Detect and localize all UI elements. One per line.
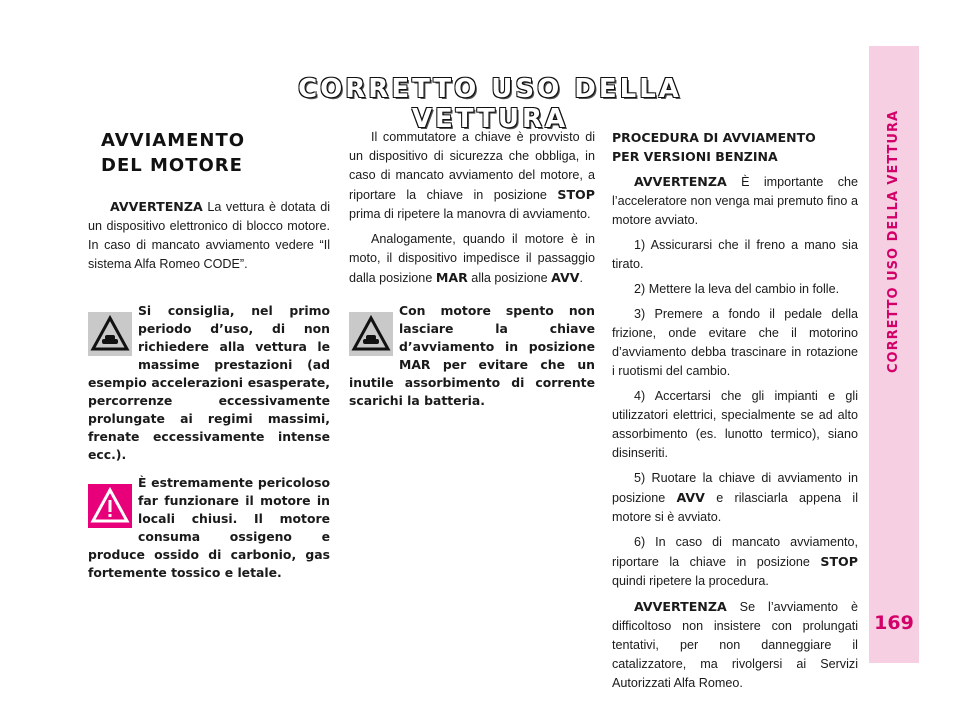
run-in-warning-text: Si consiglia, nel primo periodo d’uso, di non richiedere alla vettura le massime prestazioni (ad esempio accelerazioni esasperate, percorrenze eccessivamente prolungate ai regimi massimi, frenate eccessivamente intense ecc.). xyxy=(88,303,330,462)
note-text: La vettura è dotata di un dispositivo elettronico di blocco motore. In caso di mancato avviamento vedere “Il sistema Alfa Romeo CODE”. xyxy=(88,200,331,271)
engine-lock-note xyxy=(88,197,330,280)
exhaust-danger-text: È estremamente pericoloso far funzionare il motore in locali chiusi. Il motore consuma ossigeno e produce ossido di carbonio, gas fortemente tossico e letale. xyxy=(88,475,330,580)
intro-label: AVVERTENZA xyxy=(634,174,727,189)
note-label: AVVERTENZA xyxy=(110,199,203,214)
run-in-warning xyxy=(88,302,330,464)
car-warning-icon xyxy=(349,312,393,356)
step-6: 6) In caso di mancato avviamento, riportare la chiave in posizione STOP quindi ripetere la procedura. xyxy=(612,535,858,588)
step-3: 3) Premere a fondo il pedale della frizione, onde evitare che il motorino d’avviamento debba trascinare in rotazione i ruotismi del cambio. xyxy=(612,307,858,378)
key-mar-warning-text: Con motore spento non lasciare la chiave d’avviamento in posizione MAR per evitare che un inutile assorbimento di corrente scarichi la batteria. xyxy=(349,303,595,408)
danger-triangle-icon xyxy=(88,484,132,528)
side-label xyxy=(869,46,919,436)
heading-line-1: AVVIAMENTO xyxy=(101,130,246,151)
outro-label: AVVERTENZA xyxy=(634,599,727,614)
key-mar-warning xyxy=(349,302,595,410)
step-1: 1) Assicurarsi che il freno a mano sia tirato. xyxy=(612,238,858,271)
exhaust-danger-warning xyxy=(88,474,330,582)
car-warning-icon xyxy=(88,312,132,356)
step-4: 4) Accertarsi che gli impianti e gli utilizzatori elettrici, specialmente se ad alto assorbimento (es. lunotto termico), siano disinseriti. xyxy=(612,389,858,460)
section-heading xyxy=(101,128,341,178)
side-label-text: CORRETTO USO DELLA VETTURA xyxy=(886,109,902,373)
petrol-start-procedure: PROCEDURA DI AVVIAMENTO PER VERSIONI BENZINA AVVERTENZA È importante che l’acceleratore non venga mai premuto fino a motore avviato. 1) Assicurarsi che il freno a mano sia tirato. 2) Mettere la leva del cambio in folle. 3) Premere a fondo il pedale della frizione, onde evitare che il motorino d’avviamento debba trascinare in rotazione i ruotismi del cambio. 4) Accertarsi che gli impianti e gli utilizzatori elettrici, specialmente se ad alto assorbimento (es. lunotto termico), siano disinseriti. 5) Ruotare la chiave di avviamento in posizione AVV e rilasciarla appena il motore si è avviato. 6) In caso di mancato avviamento, riportare la chiave in posizione STOP quindi ripetere la procedura. AVVERTENZA Se l’avviamento è difficoltoso non insistere con prolungati tentativi, per non danneggiare il catalizzatore, ma rivolgersi ai Servizi Autorizzati Alfa Romeo. xyxy=(612,130,858,690)
key-switch-text: Il commutatore a chiave è provvisto di un dispositivo di sicurezza che obbliga, in caso di mancato avviamento del motore, a riportare la chiave in posizione STOP prima di ripetere la manovra di avviamento. Analogamente, quando il motore è in moto, il dispositivo impedisce il passaggio dalla posizione MAR alla posizione AVV. xyxy=(349,130,595,285)
page-title: CORRETTO USO DELLA VETTURA xyxy=(298,74,682,134)
heading-line-2: DEL MOTORE xyxy=(101,155,243,176)
step-2: 2) Mettere la leva del cambio in folle. xyxy=(634,282,840,296)
step-5: 5) Ruotare la chiave di avviamento in posizione AVV e rilasciarla appena il motore si è avviato. xyxy=(612,471,858,524)
page-number: 169 xyxy=(874,612,914,634)
procedure-subheading: PROCEDURA DI AVVIAMENTO PER VERSIONI BENZINA xyxy=(612,130,816,164)
